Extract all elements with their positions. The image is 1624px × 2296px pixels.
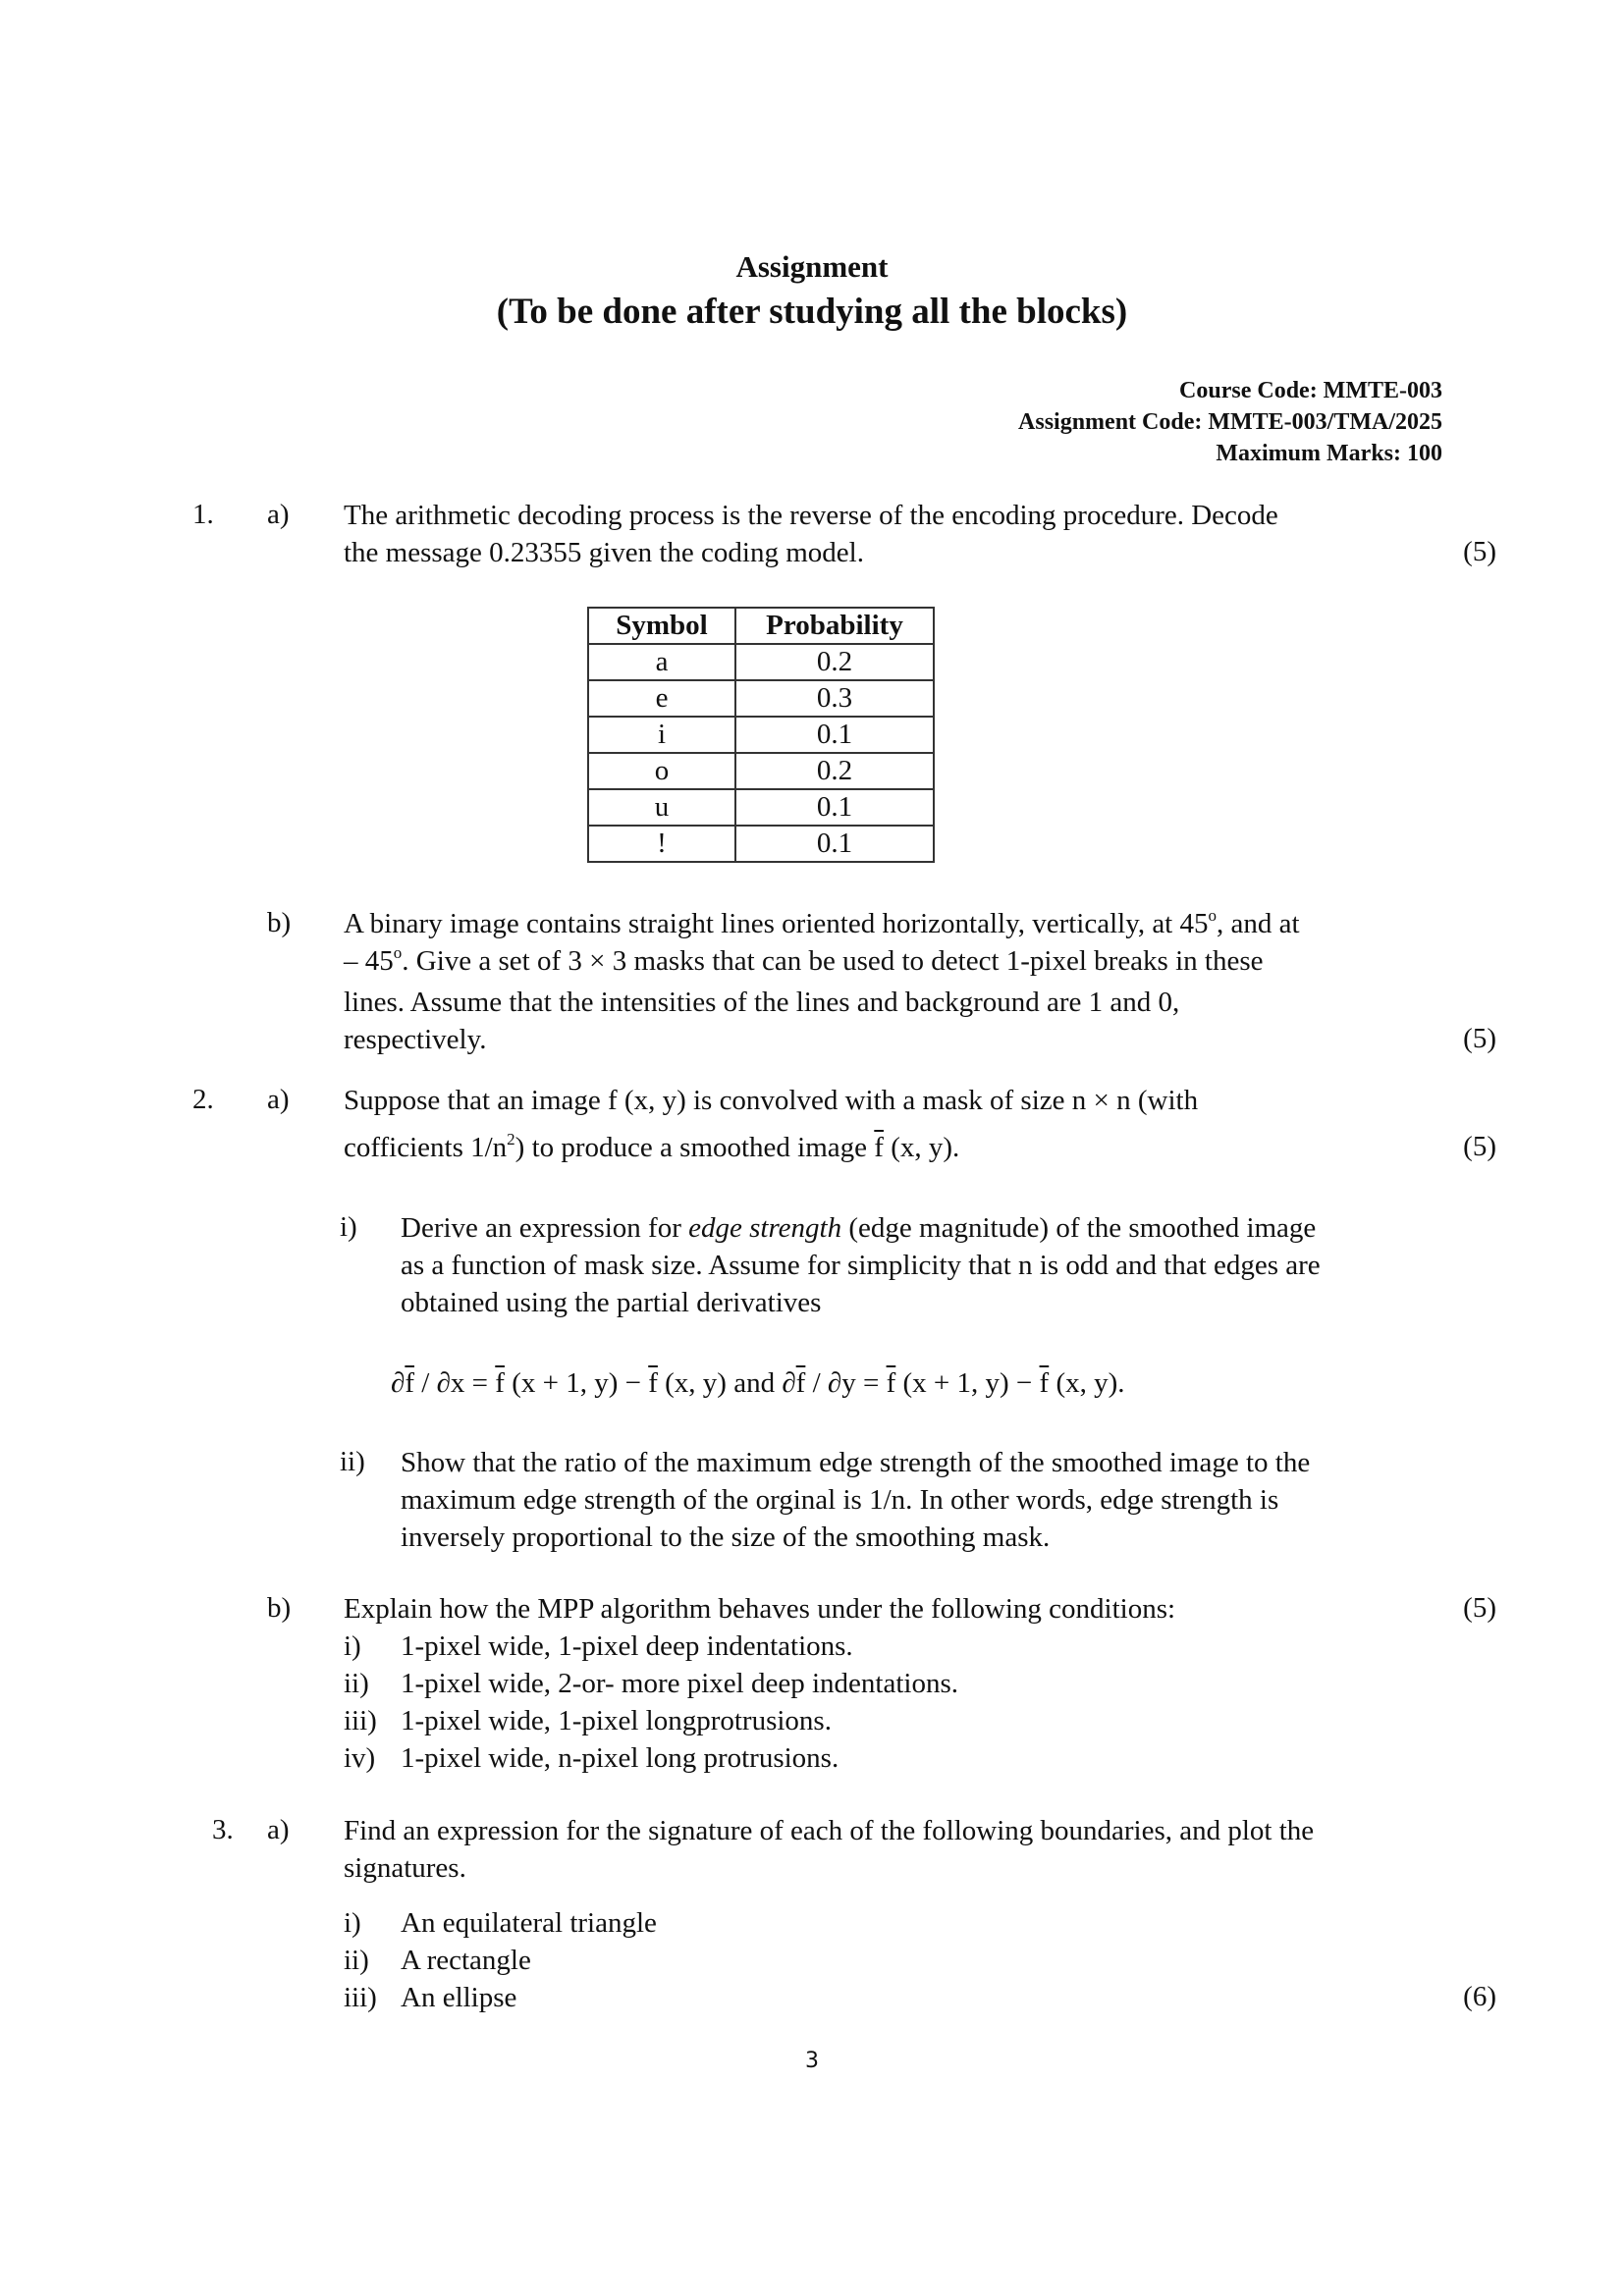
question-2a-ii-line1: Show that the ratio of the maximum edge strength of the smoothed image to the [401,1447,1311,1478]
question-2-number: 2. [192,1084,214,1115]
question-3a-marks: (6) [1463,1981,1496,2012]
question-2b-item-text: 1-pixel wide, 1-pixel longprotrusions. [401,1705,832,1736]
coding-model-table [587,607,935,863]
table-cell-probability: 0.3 [735,680,934,717]
table-row [588,789,934,826]
table-cell-probability: 0.2 [735,644,934,680]
question-3a-item-label: ii) [344,1945,369,1976]
table-row [588,753,934,789]
question-2a-line1: Suppose that an image f (x, y) is convolved with a mask of size n × n (with [344,1085,1199,1116]
question-1a-label: a) [267,499,290,530]
question-1b-label: b) [267,907,292,938]
question-2a-ii-line3: inversely proportional to the size of the smoothing mask. [401,1522,1051,1553]
question-2b-item-text: 1-pixel wide, n-pixel long protrusions. [401,1742,839,1774]
question-1b-line1: A binary image contains straight lines oriented horizontally, vertically, at 45$^o$, and at [344,906,1300,939]
question-3a-line2: signatures. [344,1852,466,1884]
question-2a-label: a) [267,1084,290,1115]
table-cell-symbol: o [588,753,735,789]
question-1a-line1: The arithmetic decoding process is the reverse of the encoding procedure. Decode [344,500,1278,531]
question-2b-item-label: i) [344,1630,361,1662]
table-cell-symbol: a [588,644,735,680]
table-header-probability: Probability [735,608,934,644]
assignment-subtitle: (To be done after studying all the blocks) [496,292,1128,332]
question-2a-i-line3: obtained using the partial derivatives [401,1287,822,1318]
table-header-symbol: Symbol [588,608,735,644]
question-1b-marks: (5) [1463,1023,1496,1054]
question-2b-item-label: iv) [344,1742,376,1774]
table-cell-probability: 0.1 [735,789,934,826]
f-bar-symbol: $\overline{f}$ [874,1132,884,1163]
question-3a-item-label: iii) [344,1982,377,2013]
question-2b-item-text: 1-pixel wide, 1-pixel deep indentations. [401,1630,853,1662]
question-2a-ii-line2: maximum edge strength of the orginal is 1/n. In other words, edge strength is [401,1484,1279,1516]
question-2b-item-label: iii) [344,1705,377,1736]
table-cell-probability: 0.1 [735,717,934,753]
assignment-code: Assignment Code: MMTE-003/TMA/2025 [1018,409,1442,435]
table-cell-probability: 0.1 [735,826,934,862]
question-3a-item-text: An equilateral triangle [401,1907,657,1939]
question-2a-marks: (5) [1463,1131,1496,1162]
table-header-row [588,608,934,644]
question-1-number: 1. [192,499,214,530]
question-3a-label: a) [267,1814,290,1845]
question-3a-line1: Find an expression for the signature of each of the following boundaries, and plot the [344,1815,1315,1846]
question-2b-item-label: ii) [344,1668,369,1699]
table-row [588,826,934,862]
table-cell-symbol: ! [588,826,735,862]
question-2a-i-line2: as a function of mask size. Assume for simplicity that n is odd and that edges are [401,1250,1321,1281]
question-1b-line4: respectively. [344,1024,487,1055]
table-row [588,644,934,680]
degree-symbol: o [1208,906,1217,925]
edge-strength-emphasis: edge strength [688,1212,842,1244]
question-3-number: 3. [212,1814,234,1845]
question-1b-line3: lines. Assume that the intensities of the lines and background are 1 and 0, [344,987,1180,1018]
question-3a-item-text: A rectangle [401,1945,531,1976]
question-1a-line2: the message 0.23355 given the coding model. [344,537,864,568]
partial-derivatives-formula: $\partial\overline{f} / \partial x = \overline{f}$ (x + 1, $y) - \overline{f}$ (x, y) and $\partial\overline{f} / \partial y = \overline{f}$ (x + 1, $y) - \overline{f}$ (x, y). [391,1367,1125,1399]
question-3a-item-label: i) [344,1907,361,1939]
course-code: Course Code: MMTE-003 [1179,378,1442,403]
degree-symbol: o [393,943,403,962]
table-row [588,717,934,753]
question-3a-item-text: An ellipse [401,1982,517,2013]
table-cell-symbol: e [588,680,735,717]
question-2b-line1: Explain how the MPP algorithm behaves under the following conditions: [344,1593,1176,1625]
question-2a-i-label: i) [340,1211,357,1243]
question-2a-ii-label: ii) [340,1446,365,1477]
question-1a-marks: (5) [1463,536,1496,567]
question-2b-marks: (5) [1463,1592,1496,1624]
page-number: 3 [805,2049,819,2073]
question-1b-line2: – 45$^o$. Give a set of 3 × 3 masks that can be used to detect 1-pixel breaks in these [344,943,1264,977]
table-row [588,680,934,717]
table-cell-symbol: i [588,717,735,753]
assignment-title: Assignment [735,249,889,284]
table-cell-symbol: u [588,789,735,826]
maximum-marks: Maximum Marks: 100 [1216,441,1442,466]
question-2b-item-text: 1-pixel wide, 2-or- more pixel deep indentations. [401,1668,958,1699]
question-2a-line2: cofficients $1/n^2$) to produce a smoothed image $\overline{f}$ (x, y). [344,1130,960,1163]
question-2b-label: b) [267,1592,292,1624]
table-cell-probability: 0.2 [735,753,934,789]
question-2a-i-line1: Derive an expression for edge strength (edge magnitude) of the smoothed image [401,1212,1317,1244]
